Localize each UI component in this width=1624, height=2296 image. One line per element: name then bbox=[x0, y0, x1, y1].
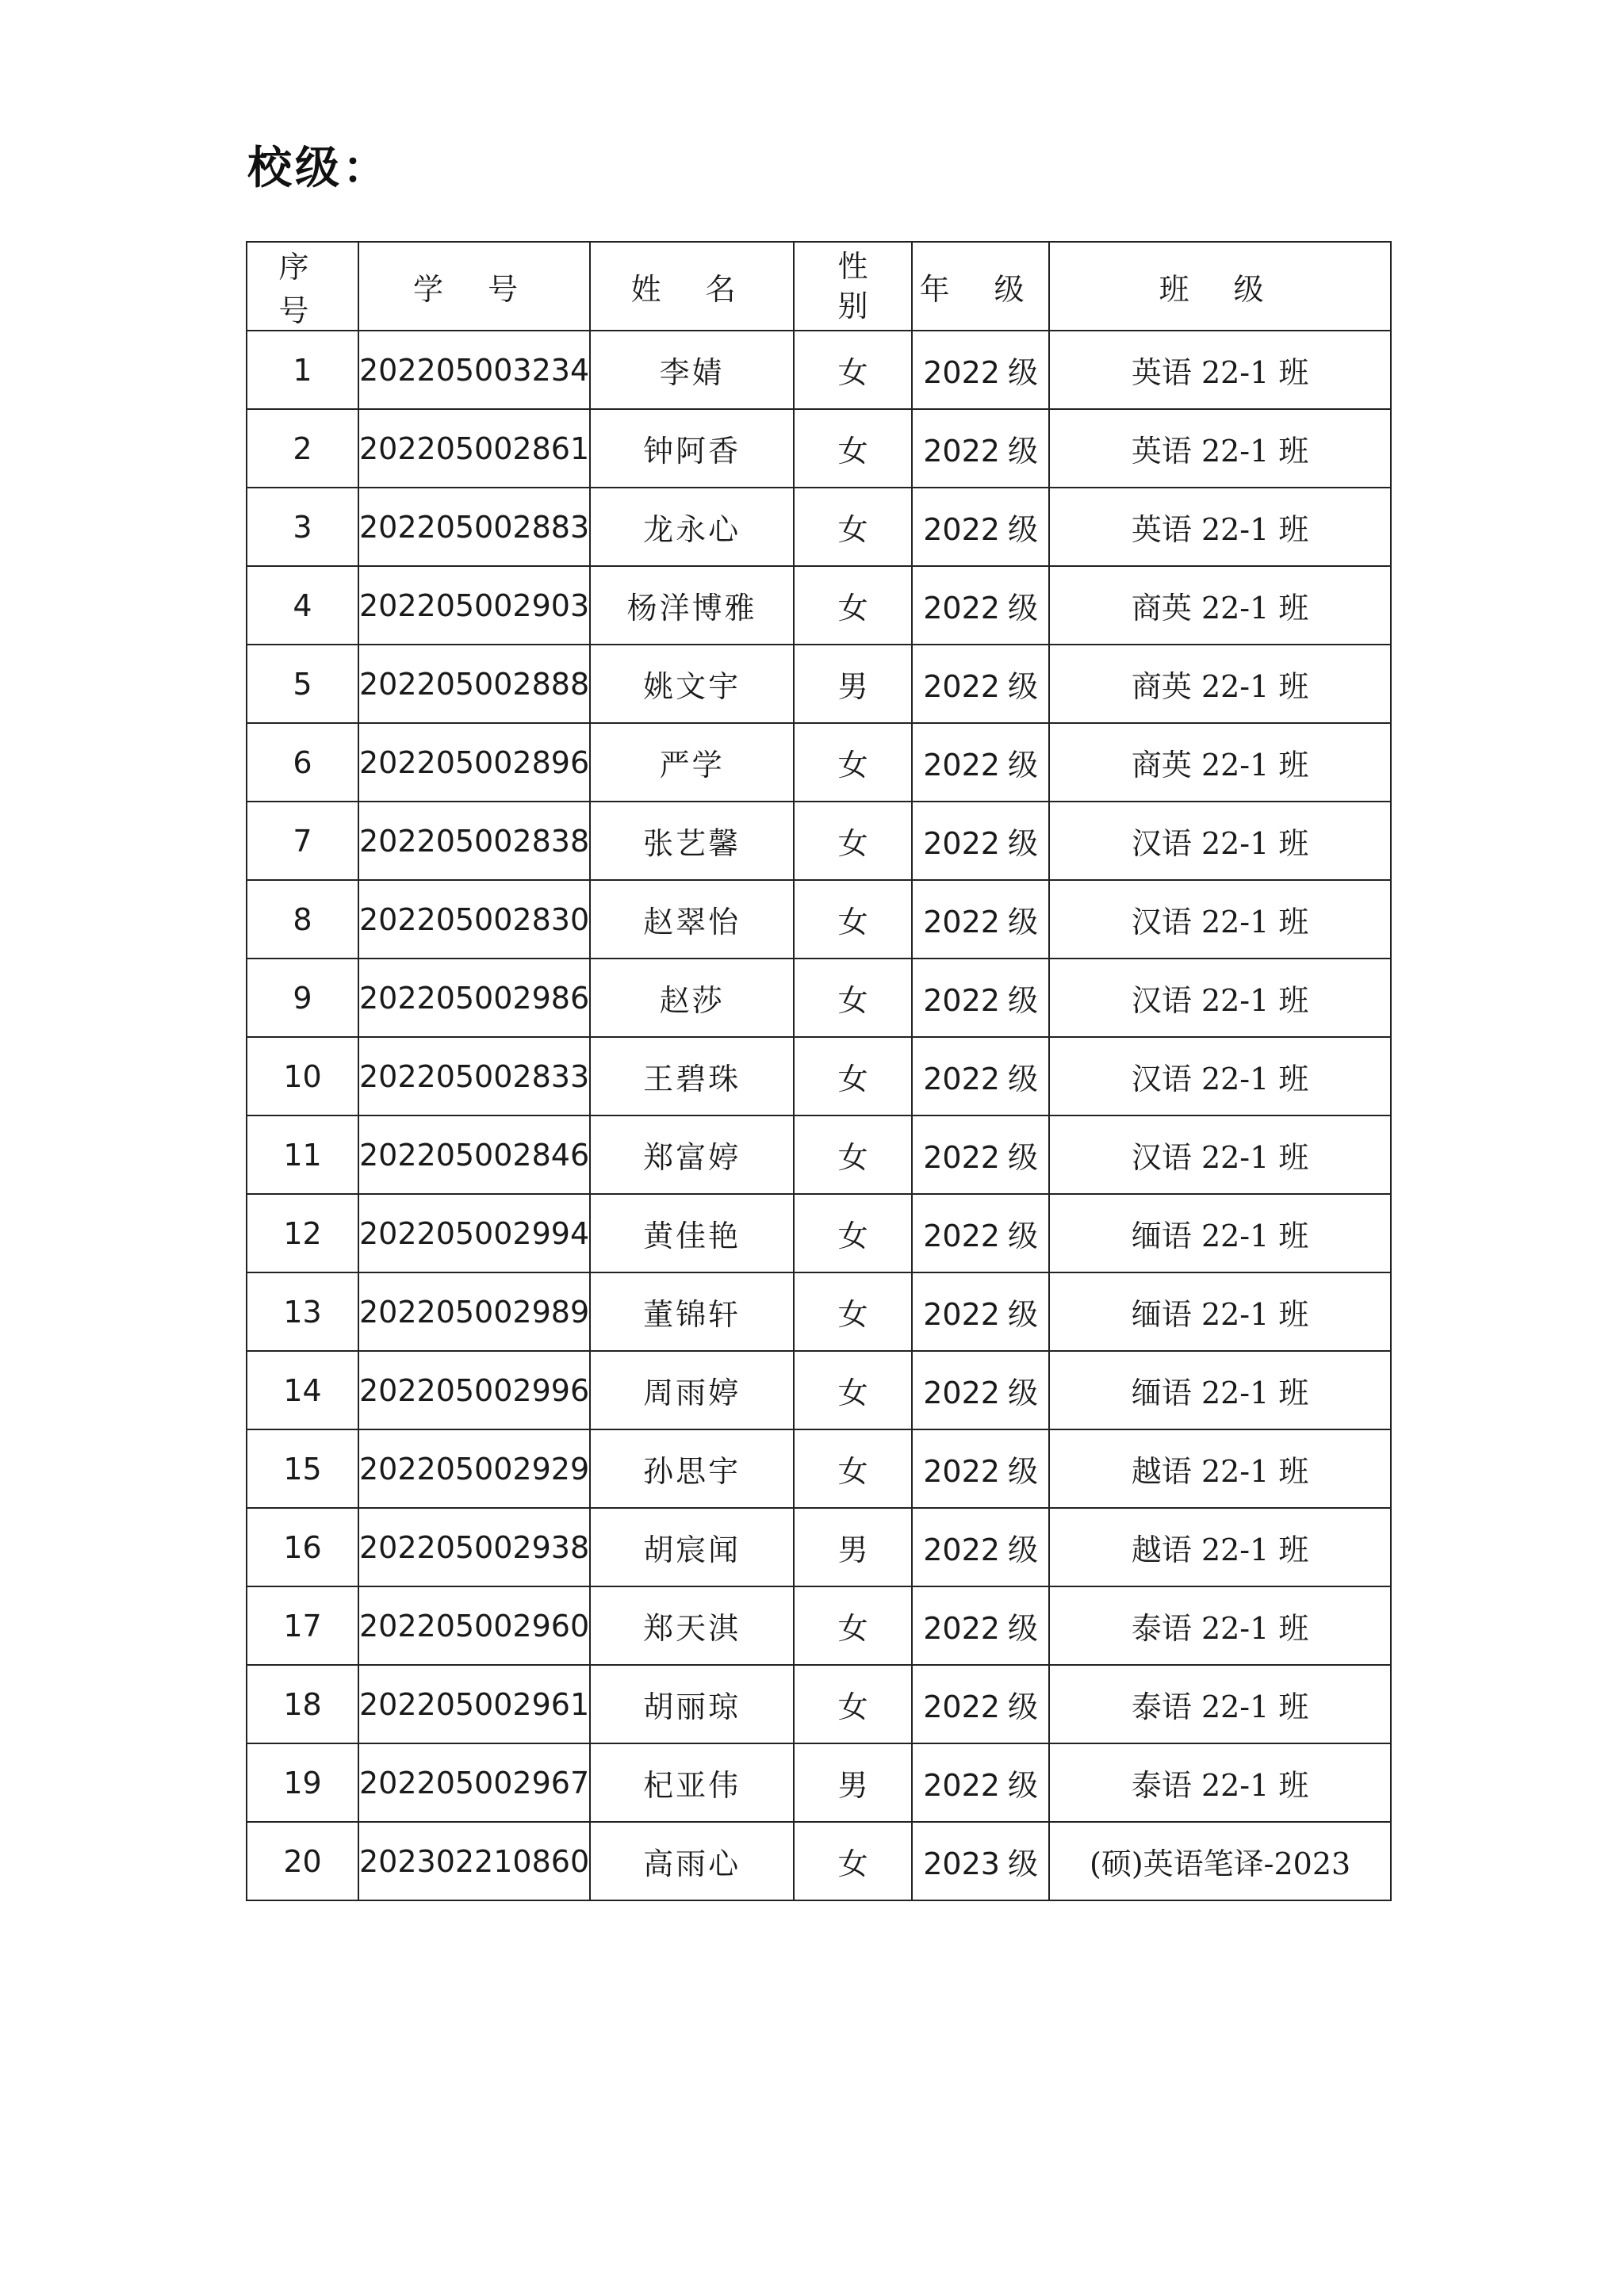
table-row bbox=[247, 802, 1391, 880]
grade-suffix: 级 bbox=[1007, 826, 1038, 861]
cell-seq: 5 bbox=[247, 645, 358, 723]
cell-student-id: 202205002967 bbox=[358, 1743, 590, 1822]
cell-name: 钟阿香 bbox=[590, 409, 794, 488]
cell-seq: 12 bbox=[247, 1194, 358, 1272]
cell-class: 英语 22-1 班 bbox=[1049, 488, 1391, 566]
grade-suffix: 级 bbox=[1007, 1376, 1038, 1410]
header-seq: 序 号 bbox=[247, 242, 358, 331]
grade-suffix: 级 bbox=[1007, 983, 1038, 1018]
cell-class: 商英 22-1 班 bbox=[1049, 645, 1391, 723]
grade-year: 2022 bbox=[923, 1297, 1000, 1332]
cell-grade bbox=[912, 723, 1049, 802]
grade-year: 2022 bbox=[923, 826, 1000, 861]
cell-seq: 19 bbox=[247, 1743, 358, 1822]
cell-class: 汉语 22-1 班 bbox=[1049, 1115, 1391, 1194]
cell-grade bbox=[912, 1351, 1049, 1429]
header-gender-line2: 别 bbox=[837, 289, 868, 323]
table-row bbox=[247, 1822, 1391, 1900]
header-gender-line1: 性 bbox=[837, 249, 868, 284]
grade-year: 2022 bbox=[923, 1062, 1000, 1096]
grade-suffix: 级 bbox=[1007, 1611, 1038, 1646]
cell-seq: 18 bbox=[247, 1665, 358, 1743]
cell-name: 杨洋博雅 bbox=[590, 566, 794, 645]
grade-year: 2022 bbox=[923, 1768, 1000, 1803]
cell-seq: 4 bbox=[247, 566, 358, 645]
cell-name: 高雨心 bbox=[590, 1822, 794, 1900]
cell-grade bbox=[912, 1194, 1049, 1272]
cell-grade bbox=[912, 1272, 1049, 1351]
grade-year: 2022 bbox=[923, 905, 1000, 939]
cell-grade bbox=[912, 959, 1049, 1037]
grade-year: 2022 bbox=[923, 355, 1000, 390]
grade-suffix: 级 bbox=[1007, 1297, 1038, 1332]
table-row bbox=[247, 1743, 1391, 1822]
grade-suffix: 级 bbox=[1007, 355, 1038, 390]
cell-seq: 3 bbox=[247, 488, 358, 566]
cell-grade bbox=[912, 566, 1049, 645]
table-row bbox=[247, 488, 1391, 566]
cell-name: 郑天淇 bbox=[590, 1586, 794, 1665]
cell-name: 孙思宇 bbox=[590, 1429, 794, 1508]
grade-suffix: 级 bbox=[1007, 669, 1038, 704]
cell-gender: 女 bbox=[794, 1194, 912, 1272]
cell-class: 越语 22-1 班 bbox=[1049, 1429, 1391, 1508]
table-row bbox=[247, 1194, 1391, 1272]
grade-year: 2022 bbox=[923, 434, 1000, 469]
cell-grade bbox=[912, 1508, 1049, 1586]
page-title: 校级： bbox=[247, 143, 390, 194]
cell-name: 李婧 bbox=[590, 331, 794, 409]
table-row bbox=[247, 1665, 1391, 1743]
cell-gender: 女 bbox=[794, 1351, 912, 1429]
cell-name: 张艺馨 bbox=[590, 802, 794, 880]
cell-gender: 女 bbox=[794, 1429, 912, 1508]
header-gender bbox=[794, 242, 912, 331]
grade-year: 2022 bbox=[923, 1454, 1000, 1489]
cell-seq: 17 bbox=[247, 1586, 358, 1665]
grade-suffix: 级 bbox=[1007, 591, 1038, 626]
cell-name: 杞亚伟 bbox=[590, 1743, 794, 1822]
cell-student-id: 202205003234 bbox=[358, 331, 590, 409]
cell-seq: 15 bbox=[247, 1429, 358, 1508]
cell-seq: 7 bbox=[247, 802, 358, 880]
cell-seq: 6 bbox=[247, 723, 358, 802]
header-class: 班 级 bbox=[1049, 242, 1391, 331]
cell-student-id: 202205002929 bbox=[358, 1429, 590, 1508]
cell-grade bbox=[912, 409, 1049, 488]
cell-student-id: 202205002830 bbox=[358, 880, 590, 959]
cell-name: 郑富婷 bbox=[590, 1115, 794, 1194]
cell-class: 商英 22-1 班 bbox=[1049, 566, 1391, 645]
cell-grade bbox=[912, 1743, 1049, 1822]
grade-year: 2022 bbox=[923, 1689, 1000, 1724]
cell-gender: 女 bbox=[794, 1115, 912, 1194]
cell-seq: 10 bbox=[247, 1037, 358, 1115]
cell-student-id: 202205002989 bbox=[358, 1272, 590, 1351]
cell-student-id: 202205002996 bbox=[358, 1351, 590, 1429]
table-row bbox=[247, 331, 1391, 409]
cell-seq: 1 bbox=[247, 331, 358, 409]
cell-grade bbox=[912, 1429, 1049, 1508]
cell-gender: 男 bbox=[794, 645, 912, 723]
cell-seq: 8 bbox=[247, 880, 358, 959]
table-header bbox=[247, 242, 1391, 331]
cell-gender: 女 bbox=[794, 1272, 912, 1351]
cell-gender: 女 bbox=[794, 802, 912, 880]
cell-grade bbox=[912, 645, 1049, 723]
grade-suffix: 级 bbox=[1007, 905, 1038, 939]
table-row bbox=[247, 1508, 1391, 1586]
table-row bbox=[247, 1586, 1391, 1665]
grade-year: 2022 bbox=[923, 1219, 1000, 1253]
cell-gender: 女 bbox=[794, 1037, 912, 1115]
cell-class: 商英 22-1 班 bbox=[1049, 723, 1391, 802]
cell-student-id: 202205002960 bbox=[358, 1586, 590, 1665]
cell-gender: 女 bbox=[794, 331, 912, 409]
cell-gender: 女 bbox=[794, 1586, 912, 1665]
cell-seq: 13 bbox=[247, 1272, 358, 1351]
grade-year: 2023 bbox=[923, 1846, 1000, 1881]
cell-class: 泰语 22-1 班 bbox=[1049, 1586, 1391, 1665]
cell-name: 龙永心 bbox=[590, 488, 794, 566]
cell-class: 越语 22-1 班 bbox=[1049, 1508, 1391, 1586]
cell-grade bbox=[912, 488, 1049, 566]
cell-seq: 9 bbox=[247, 959, 358, 1037]
cell-student-id: 202302210860 bbox=[358, 1822, 590, 1900]
cell-class: 汉语 22-1 班 bbox=[1049, 880, 1391, 959]
cell-gender: 女 bbox=[794, 566, 912, 645]
cell-student-id: 202205002883 bbox=[358, 488, 590, 566]
cell-seq: 11 bbox=[247, 1115, 358, 1194]
table-row bbox=[247, 723, 1391, 802]
cell-class: 泰语 22-1 班 bbox=[1049, 1665, 1391, 1743]
table-row bbox=[247, 409, 1391, 488]
cell-grade bbox=[912, 331, 1049, 409]
grade-suffix: 级 bbox=[1007, 1689, 1038, 1724]
cell-gender: 女 bbox=[794, 959, 912, 1037]
cell-class: 英语 22-1 班 bbox=[1049, 331, 1391, 409]
cell-name: 王碧珠 bbox=[590, 1037, 794, 1115]
cell-gender: 女 bbox=[794, 488, 912, 566]
cell-name: 严学 bbox=[590, 723, 794, 802]
table-row bbox=[247, 566, 1391, 645]
cell-name: 周雨婷 bbox=[590, 1351, 794, 1429]
cell-gender: 女 bbox=[794, 409, 912, 488]
table-row bbox=[247, 1429, 1391, 1508]
grade-year: 2022 bbox=[923, 1533, 1000, 1567]
cell-student-id: 202205002938 bbox=[358, 1508, 590, 1586]
cell-grade bbox=[912, 880, 1049, 959]
cell-grade bbox=[912, 802, 1049, 880]
cell-grade bbox=[912, 1665, 1049, 1743]
table-row bbox=[247, 1037, 1391, 1115]
cell-name: 姚文宇 bbox=[590, 645, 794, 723]
table-row bbox=[247, 1351, 1391, 1429]
grade-suffix: 级 bbox=[1007, 1846, 1038, 1881]
cell-student-id: 202205002961 bbox=[358, 1665, 590, 1743]
grade-suffix: 级 bbox=[1007, 1140, 1038, 1175]
cell-class: 汉语 22-1 班 bbox=[1049, 1037, 1391, 1115]
cell-grade bbox=[912, 1822, 1049, 1900]
cell-seq: 14 bbox=[247, 1351, 358, 1429]
cell-student-id: 202205002861 bbox=[358, 409, 590, 488]
grade-year: 2022 bbox=[923, 1611, 1000, 1646]
table-row bbox=[247, 645, 1391, 723]
table-row bbox=[247, 1115, 1391, 1194]
grade-year: 2022 bbox=[923, 512, 1000, 547]
grade-suffix: 级 bbox=[1007, 1533, 1038, 1567]
header-row bbox=[247, 242, 1391, 331]
cell-class: 英语 22-1 班 bbox=[1049, 409, 1391, 488]
cell-class: 缅语 22-1 班 bbox=[1049, 1351, 1391, 1429]
grade-year: 2022 bbox=[923, 1140, 1000, 1175]
cell-grade bbox=[912, 1586, 1049, 1665]
cell-gender: 女 bbox=[794, 880, 912, 959]
grade-suffix: 级 bbox=[1007, 1062, 1038, 1096]
cell-name: 胡宸闻 bbox=[590, 1508, 794, 1586]
cell-gender: 女 bbox=[794, 1822, 912, 1900]
cell-name: 黄佳艳 bbox=[590, 1194, 794, 1272]
grade-suffix: 级 bbox=[1007, 1454, 1038, 1489]
cell-seq: 16 bbox=[247, 1508, 358, 1586]
cell-gender: 女 bbox=[794, 1665, 912, 1743]
cell-gender: 女 bbox=[794, 723, 912, 802]
cell-student-id: 202205002846 bbox=[358, 1115, 590, 1194]
grade-suffix: 级 bbox=[1007, 748, 1038, 783]
table-body bbox=[247, 331, 1391, 1900]
cell-student-id: 202205002994 bbox=[358, 1194, 590, 1272]
table-row bbox=[247, 959, 1391, 1037]
grade-year: 2022 bbox=[923, 1376, 1000, 1410]
cell-student-id: 202205002986 bbox=[358, 959, 590, 1037]
grade-suffix: 级 bbox=[1007, 1768, 1038, 1803]
cell-student-id: 202205002896 bbox=[358, 723, 590, 802]
table-row bbox=[247, 1272, 1391, 1351]
cell-student-id: 202205002838 bbox=[358, 802, 590, 880]
cell-grade bbox=[912, 1037, 1049, 1115]
cell-class: (硕)英语笔译-2023 bbox=[1049, 1822, 1391, 1900]
grade-year: 2022 bbox=[923, 983, 1000, 1018]
table-row bbox=[247, 880, 1391, 959]
cell-name: 胡丽琼 bbox=[590, 1665, 794, 1743]
grade-suffix: 级 bbox=[1007, 512, 1038, 547]
grade-year: 2022 bbox=[923, 591, 1000, 626]
grade-year: 2022 bbox=[923, 748, 1000, 783]
cell-class: 汉语 22-1 班 bbox=[1049, 802, 1391, 880]
cell-student-id: 202205002888 bbox=[358, 645, 590, 723]
student-roster-table bbox=[246, 241, 1392, 1901]
grade-suffix: 级 bbox=[1007, 1219, 1038, 1253]
grade-year: 2022 bbox=[923, 669, 1000, 704]
cell-student-id: 202205002833 bbox=[358, 1037, 590, 1115]
header-grade: 年 级 bbox=[912, 242, 1049, 331]
cell-class: 缅语 22-1 班 bbox=[1049, 1272, 1391, 1351]
cell-grade bbox=[912, 1115, 1049, 1194]
grade-suffix: 级 bbox=[1007, 434, 1038, 469]
cell-class: 缅语 22-1 班 bbox=[1049, 1194, 1391, 1272]
cell-name: 赵莎 bbox=[590, 959, 794, 1037]
cell-class: 汉语 22-1 班 bbox=[1049, 959, 1391, 1037]
cell-student-id: 202205002903 bbox=[358, 566, 590, 645]
cell-gender: 男 bbox=[794, 1743, 912, 1822]
cell-name: 董锦轩 bbox=[590, 1272, 794, 1351]
header-student-id: 学 号 bbox=[358, 242, 590, 331]
cell-seq: 20 bbox=[247, 1822, 358, 1900]
cell-seq: 2 bbox=[247, 409, 358, 488]
cell-name: 赵翠怡 bbox=[590, 880, 794, 959]
cell-gender: 男 bbox=[794, 1508, 912, 1586]
header-name: 姓 名 bbox=[590, 242, 794, 331]
cell-class: 泰语 22-1 班 bbox=[1049, 1743, 1391, 1822]
